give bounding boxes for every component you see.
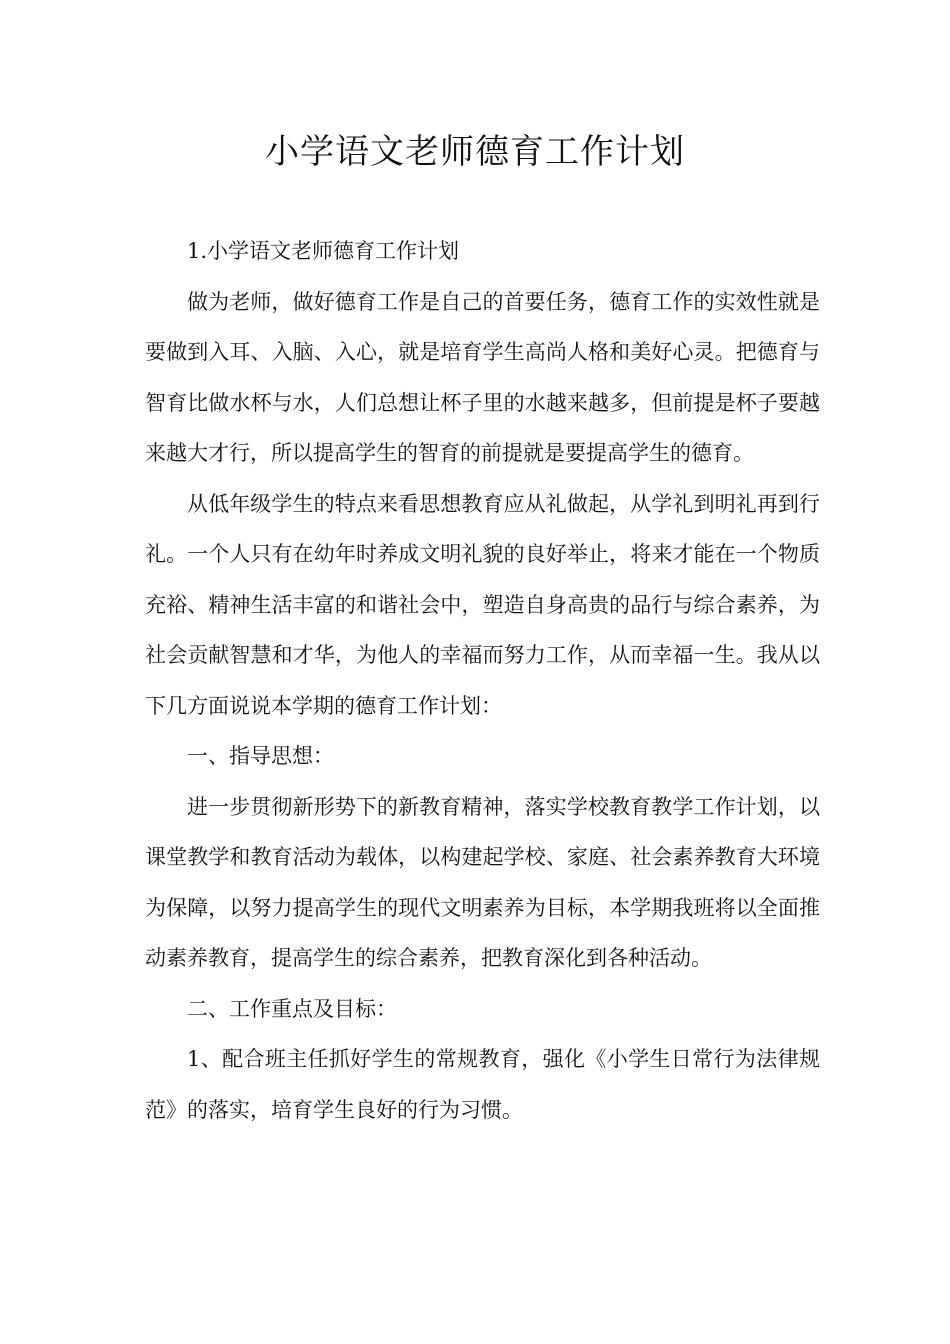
paragraph-intro: 做为老师，做好德育工作是自己的首要任务，德育工作的实效性就是要做到入耳、入脑、入心，就是培育学生高尚人格和美好心灵。把德育与智育比做水杯与水，人们总想让杯子里的水越来越多，但前提是杯子要越来越大才行，所以提高学生的智育的前提就是要提高学生的德育。 <box>145 289 820 465</box>
paragraph-work-item-1: 1、配合班主任抓好学生的常规教育，强化《小学生日常行为法律规范》的落实，培育学生良好的行为习惯。 <box>145 1047 820 1122</box>
paragraph-etiquette: 从低年级学生的特点来看思想教育应从礼做起，从学礼到明礼再到行礼。一个人只有在幼年时养成文明礼貌的良好举止，将来才能在一个物质充裕、精神生活丰富的和谐社会中，塑造自身高贵的品行与综合素养，为社会贡献智慧和才华，为他人的幸福而努力工作，从而幸福一生。我从以下几方面说说本学期的德育工作计划： <box>145 491 820 718</box>
section-heading: 1.小学语文老师德育工作计划 <box>187 239 460 263</box>
heading-guiding-ideology: 一、指导思想： <box>187 744 334 768</box>
heading-work-focus: 二、工作重点及目标： <box>187 996 397 1021</box>
document-title: 小学语文老师德育工作计划 <box>265 132 685 172</box>
document-body <box>145 226 820 1135</box>
paragraph-guiding-ideology: 进一步贯彻新形势下的新教育精神，落实学校教育教学工作计划，以课堂教学和教育活动为载体，以构建起学校、家庭、社会素养教育大环境为保障，以努力提高学生的现代文明素养为目标，本学期我班将以全面推动素养教育，提高学生的综合素养，把教育深化到各种活动。 <box>145 794 820 970</box>
